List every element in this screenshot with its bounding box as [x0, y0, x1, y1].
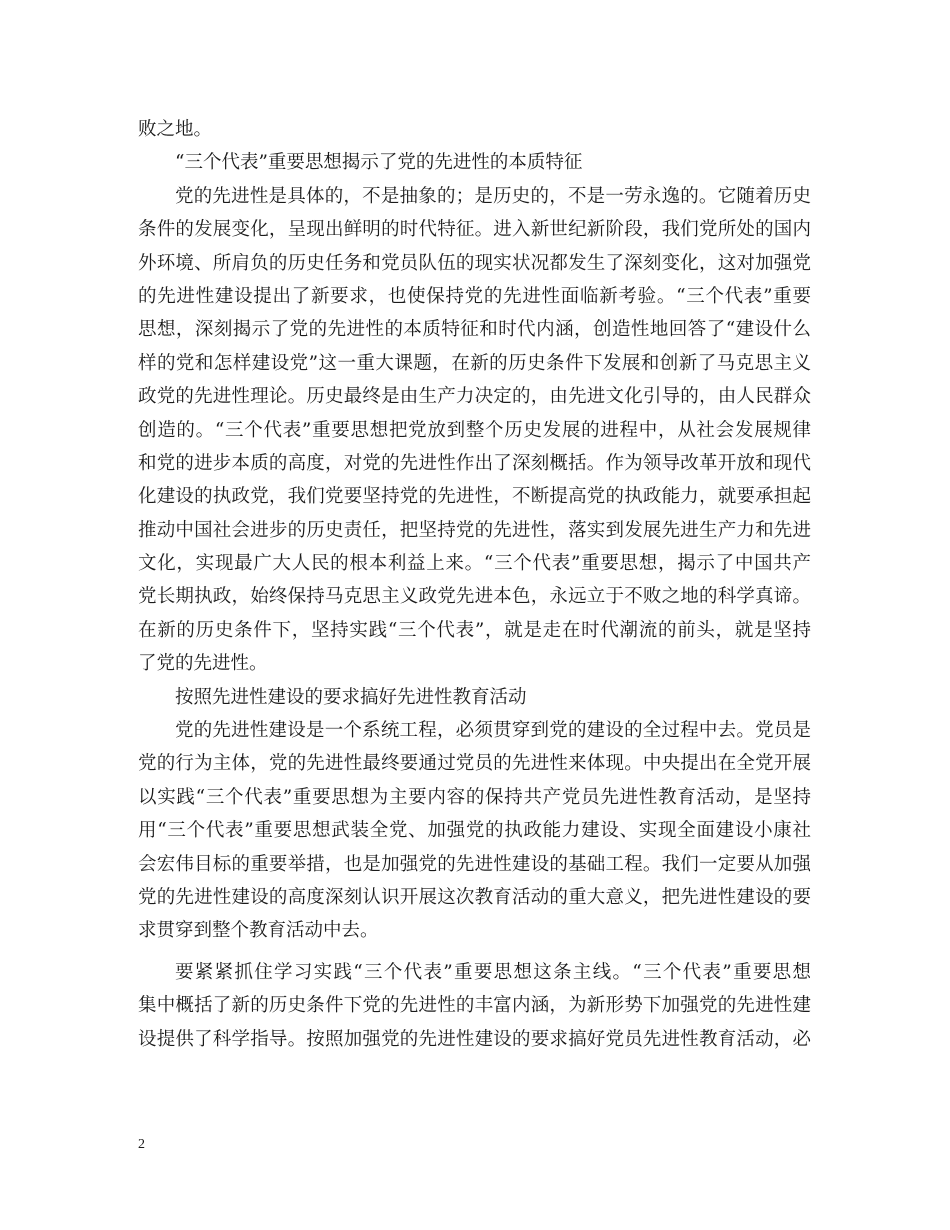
text-line: 会宏伟目标的重要举措，也是加强党的先进性建设的基础工程。我们一定要从加强: [138, 853, 811, 875]
section-heading: [138, 681, 811, 714]
text-line: 求贯穿到整个教育活动中去。: [138, 920, 379, 942]
paragraph: [138, 180, 811, 681]
text-line: 用“三个代表”重要思想武装全党、加强党的执政能力建设、实现全面建设小康社: [138, 820, 811, 842]
text-line: 了党的先进性。: [138, 653, 268, 675]
text-line: 败之地。: [138, 119, 213, 140]
text-line: 党的行为主体，党的先进性最终要通过党员的先进性来体现。中央提出在全党开展: [138, 753, 811, 775]
text-line: 创造的。“三个代表”重要思想把党放到整个历史发展的进程中，从社会发展规律: [138, 419, 811, 441]
heading-text: “三个代表”重要思想揭示了党的先进性的本质特征: [175, 152, 583, 174]
paragraph: [138, 714, 811, 948]
paragraph: [138, 956, 811, 1056]
text-line: 思想，深刻揭示了党的先进性的本质特征和时代内涵，创造性地回答了“建设什么: [138, 319, 811, 341]
text-line: 的先进性建设提出了新要求，也使保持党的先进性面临新考验。“三个代表”重要: [138, 285, 811, 307]
text-line: 文化，实现最广大人民的根本利益上来。“三个代表”重要思想，揭示了中国共产: [138, 553, 811, 575]
text-line: 党的先进性是具体的，不是抽象的；是历史的，不是一劳永逸的。它随着历史: [175, 185, 811, 207]
text-line: 党长期执政，始终保持马克思主义政党先进本色，永远立于不败之地的科学真谛。: [138, 586, 811, 608]
paragraph: [138, 113, 811, 146]
heading-text: 按照先进性建设的要求搞好先进性教育活动: [175, 686, 527, 708]
text-line: 党的先进性建设的高度深刻认识开展这次教育活动的重大意义，把先进性建设的要: [138, 886, 811, 908]
text-line: 要紧紧抓住学习实践“三个代表”重要思想这条主线。“三个代表”重要思想: [175, 961, 811, 983]
text-line: 设提供了科学指导。按照加强党的先进性建设的要求搞好党员先进性教育活动，必: [138, 1028, 811, 1050]
document-body: [138, 113, 811, 1056]
text-line: 和党的进步本质的高度，对党的先进性作出了深刻概括。作为领导改革开放和现代: [138, 452, 811, 474]
text-line: 在新的历史条件下，坚持实践“三个代表”，就是走在时代潮流的前头，就是坚持: [138, 619, 811, 641]
text-line: 政党的先进性理论。历史最终是由生产力决定的，由先进文化引导的，由人民群众: [138, 386, 811, 408]
text-line: 以实践“三个代表”重要思想为主要内容的保持共产党员先进性教育活动，是坚持: [138, 786, 811, 808]
text-line: 外环境、所肩负的历史任务和党员队伍的现实状况都发生了深刻变化，这对加强党: [138, 252, 811, 274]
text-line: 化建设的执政党，我们党要坚持党的先进性，不断提高党的执政能力，就要承担起: [138, 486, 811, 508]
section-heading: [138, 146, 811, 179]
text-line: 党的先进性建设是一个系统工程，必须贯穿到党的建设的全过程中去。党员是: [175, 720, 811, 742]
text-line: 样的党和怎样建设党”这一重大课题，在新的历史条件下发展和创新了马克思主义: [138, 352, 811, 374]
text-line: 集中概括了新的历史条件下党的先进性的丰富内涵，为新形势下加强党的先进性建: [138, 995, 811, 1017]
text-line: 推动中国社会进步的历史责任，把坚持党的先进性，落实到发展先进生产力和先进: [138, 519, 811, 541]
page-number: 2: [138, 1137, 145, 1152]
text-line: 条件的发展变化，呈现出鲜明的时代特征。进入新世纪新阶段，我们党所处的国内: [138, 219, 811, 241]
